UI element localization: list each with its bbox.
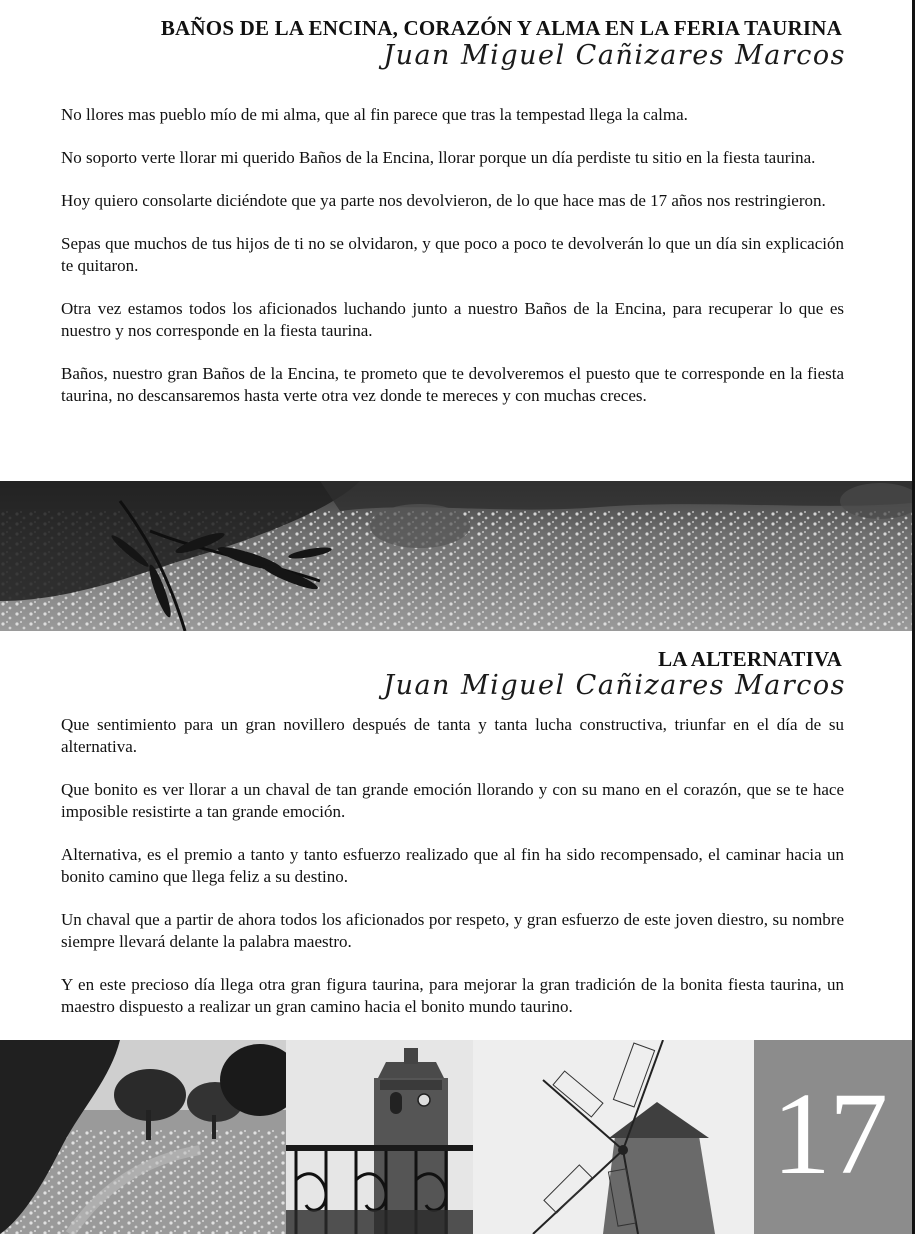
article-1-paragraph: No llores mas pueblo mío de mi alma, que al fin parece que tras la tempestad llega la calma.	[61, 105, 688, 124]
windmill-photo	[473, 1040, 754, 1234]
article-1-title: BAÑOS DE LA ENCINA, CORAZÓN Y ALMA EN LA FERIA TAURINA	[160, 16, 842, 40]
article-2-paragraph: Alternativa, es el premio a tanto y tanto esfuerzo realizado que al fin ha sido recompensado, el caminar hacia un bonito camino que llega feliz a su destino.	[61, 845, 844, 886]
article-2-paragraph: Que bonito es ver llorar a un chaval de tan grande emoción llorando y con su mano en el corazón, que se te hace imposible resistirte a tan grande emoción.	[61, 780, 844, 821]
article-2-paragraph: Y en este precioso día llega otra gran figura taurina, para mejorar la gran tradición de la bonita fiesta taurina, un maestro dispuesto a realizar un gran camino hacia el bonito mundo taurino.	[61, 975, 844, 1016]
article-2-body	[61, 714, 844, 1039]
article-1-paragraph: Otra vez estamos todos los aficionados luchando junto a nuestro Baños de la Encina, para recuperar lo que es nuestro y nos corresponde en la fiesta taurina.	[61, 299, 844, 340]
article-1-paragraph: Sepas que muchos de tus hijos de ti no se olvidaron, y que poco a poco te devolverán lo que un día sin explicación te quitaron.	[61, 234, 844, 275]
article-2-paragraph: Que sentimiento para un gran novillero después de tanta y tanta lucha constructiva, triunfar en el día de su alternativa.	[61, 715, 844, 756]
page-number: 17	[772, 1068, 886, 1199]
article-1-paragraph: No soporto verte llorar mi querido Baños de la Encina, llorar porque un día perdiste tu sitio en la fiesta taurina.	[61, 148, 816, 167]
article-1-author: Juan Miguel Cañizares Marcos	[383, 40, 846, 71]
article-2-title: LA ALTERNATIVA	[658, 647, 842, 671]
article-1-paragraph: Hoy quiero consolarte diciéndote que ya parte nos devolvieron, de lo que hace mas de 17 años nos restringieron.	[61, 191, 826, 210]
article-1-body	[61, 104, 844, 428]
church-tower-photo	[286, 1040, 473, 1234]
flower-field-photo	[0, 481, 912, 631]
article-2-paragraph: Un chaval que a partir de ahora todos los aficionados por respeto, y gran esfuerzo de este joven diestro, su nombre siempre llevará delante la palabra maestro.	[61, 910, 844, 951]
article-2-author: Juan Miguel Cañizares Marcos	[383, 670, 846, 701]
article-1-paragraph: Baños, nuestro gran Baños de la Encina, te prometo que te devolveremos el puesto que te corresponde en la fiesta taurina, no descansaremos hasta verte otra vez donde te mereces y con muchas creces.	[61, 364, 844, 405]
page-number-block	[754, 1040, 912, 1234]
olive-grove-photo	[0, 1040, 286, 1234]
